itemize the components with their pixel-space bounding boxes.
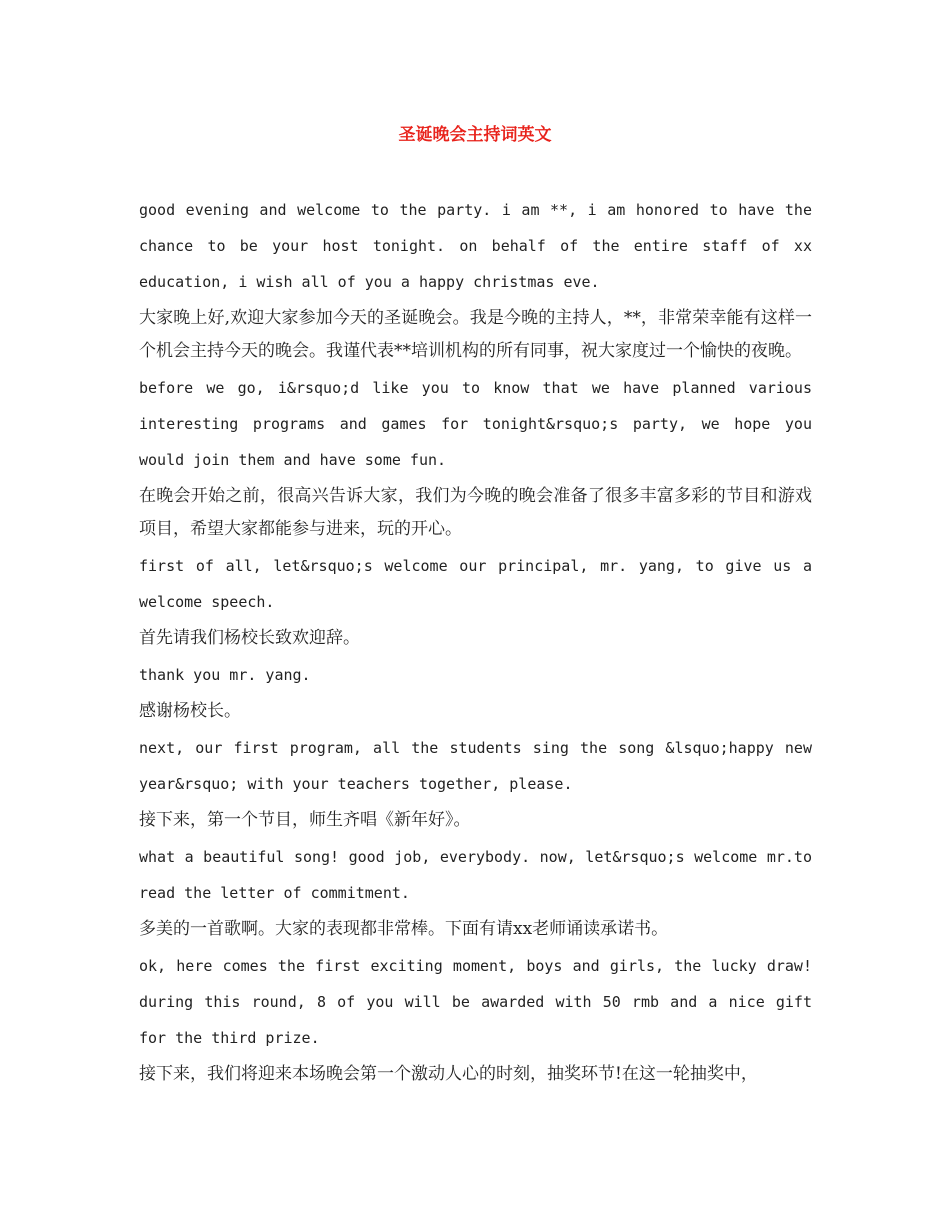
paragraph-zh-principal: 首先请我们杨校长致欢迎辞。 (139, 628, 360, 648)
paragraph-en-first-program: next, our first program, all the students sing the song &lsquo;happy new year&rsquo; with your teachers together, please. (139, 739, 812, 793)
paragraph-zh-welcome: 大家晚上好,欢迎大家参加今天的圣诞晚会。我是今晚的主持人，**，非常荣幸能有这样一个机会主持今天的晚会。我谨代表**培训机构的所有同事，祝大家度过一个愉快的夜晚。 (139, 308, 812, 361)
paragraph-zh-lucky-draw: 接下来，我们将迎来本场晚会第一个激动人心的时刻，抽奖环节!在这一轮抽奖中， (139, 1064, 758, 1084)
paragraph-zh-thanks: 感谢杨校长。 (139, 701, 241, 721)
paragraph-zh-first-program: 接下来，第一个节目，师生齐唱《新年好》。 (139, 810, 471, 830)
paragraph-en-principal: first of all, let&rsquo;s welcome our principal, mr. yang, to give us a welcome speech. (139, 557, 812, 611)
document-body (139, 192, 812, 1093)
document-title: 圣诞晚会主持词英文 (398, 125, 552, 145)
paragraph-en-programs: before we go, i&rsquo;d like you to know that we have planned various interesting programs and games for tonight&rsquo;s party, we hope you would join them and have some fun. (139, 379, 812, 469)
paragraph-zh-programs: 在晚会开始之前，很高兴告诉大家，我们为今晚的晚会准备了很多丰富多彩的节目和游戏项目，希望大家都能参与进来，玩的开心。 (139, 486, 812, 539)
paragraph-zh-commitment: 多美的一首歌啊。大家的表现都非常棒。下面有请xx老师诵读承诺书。 (139, 919, 669, 939)
paragraph-en-commitment: what a beautiful song! good job, everybody. now, let&rsquo;s welcome mr.to read the letter of commitment. (139, 848, 812, 902)
paragraph-en-thanks: thank you mr. yang. (139, 666, 311, 684)
paragraph-en-welcome: good evening and welcome to the party. i am **, i am honored to have the chance to be your host tonight. on behalf of the entire staff of xx education, i wish all of you a happy christmas eve. (139, 201, 812, 291)
paragraph-en-lucky-draw: ok, here comes the first exciting moment, boys and girls, the lucky draw! during this round, 8 of you will be awarded with 50 rmb and a nice gift for the third prize. (139, 957, 812, 1047)
